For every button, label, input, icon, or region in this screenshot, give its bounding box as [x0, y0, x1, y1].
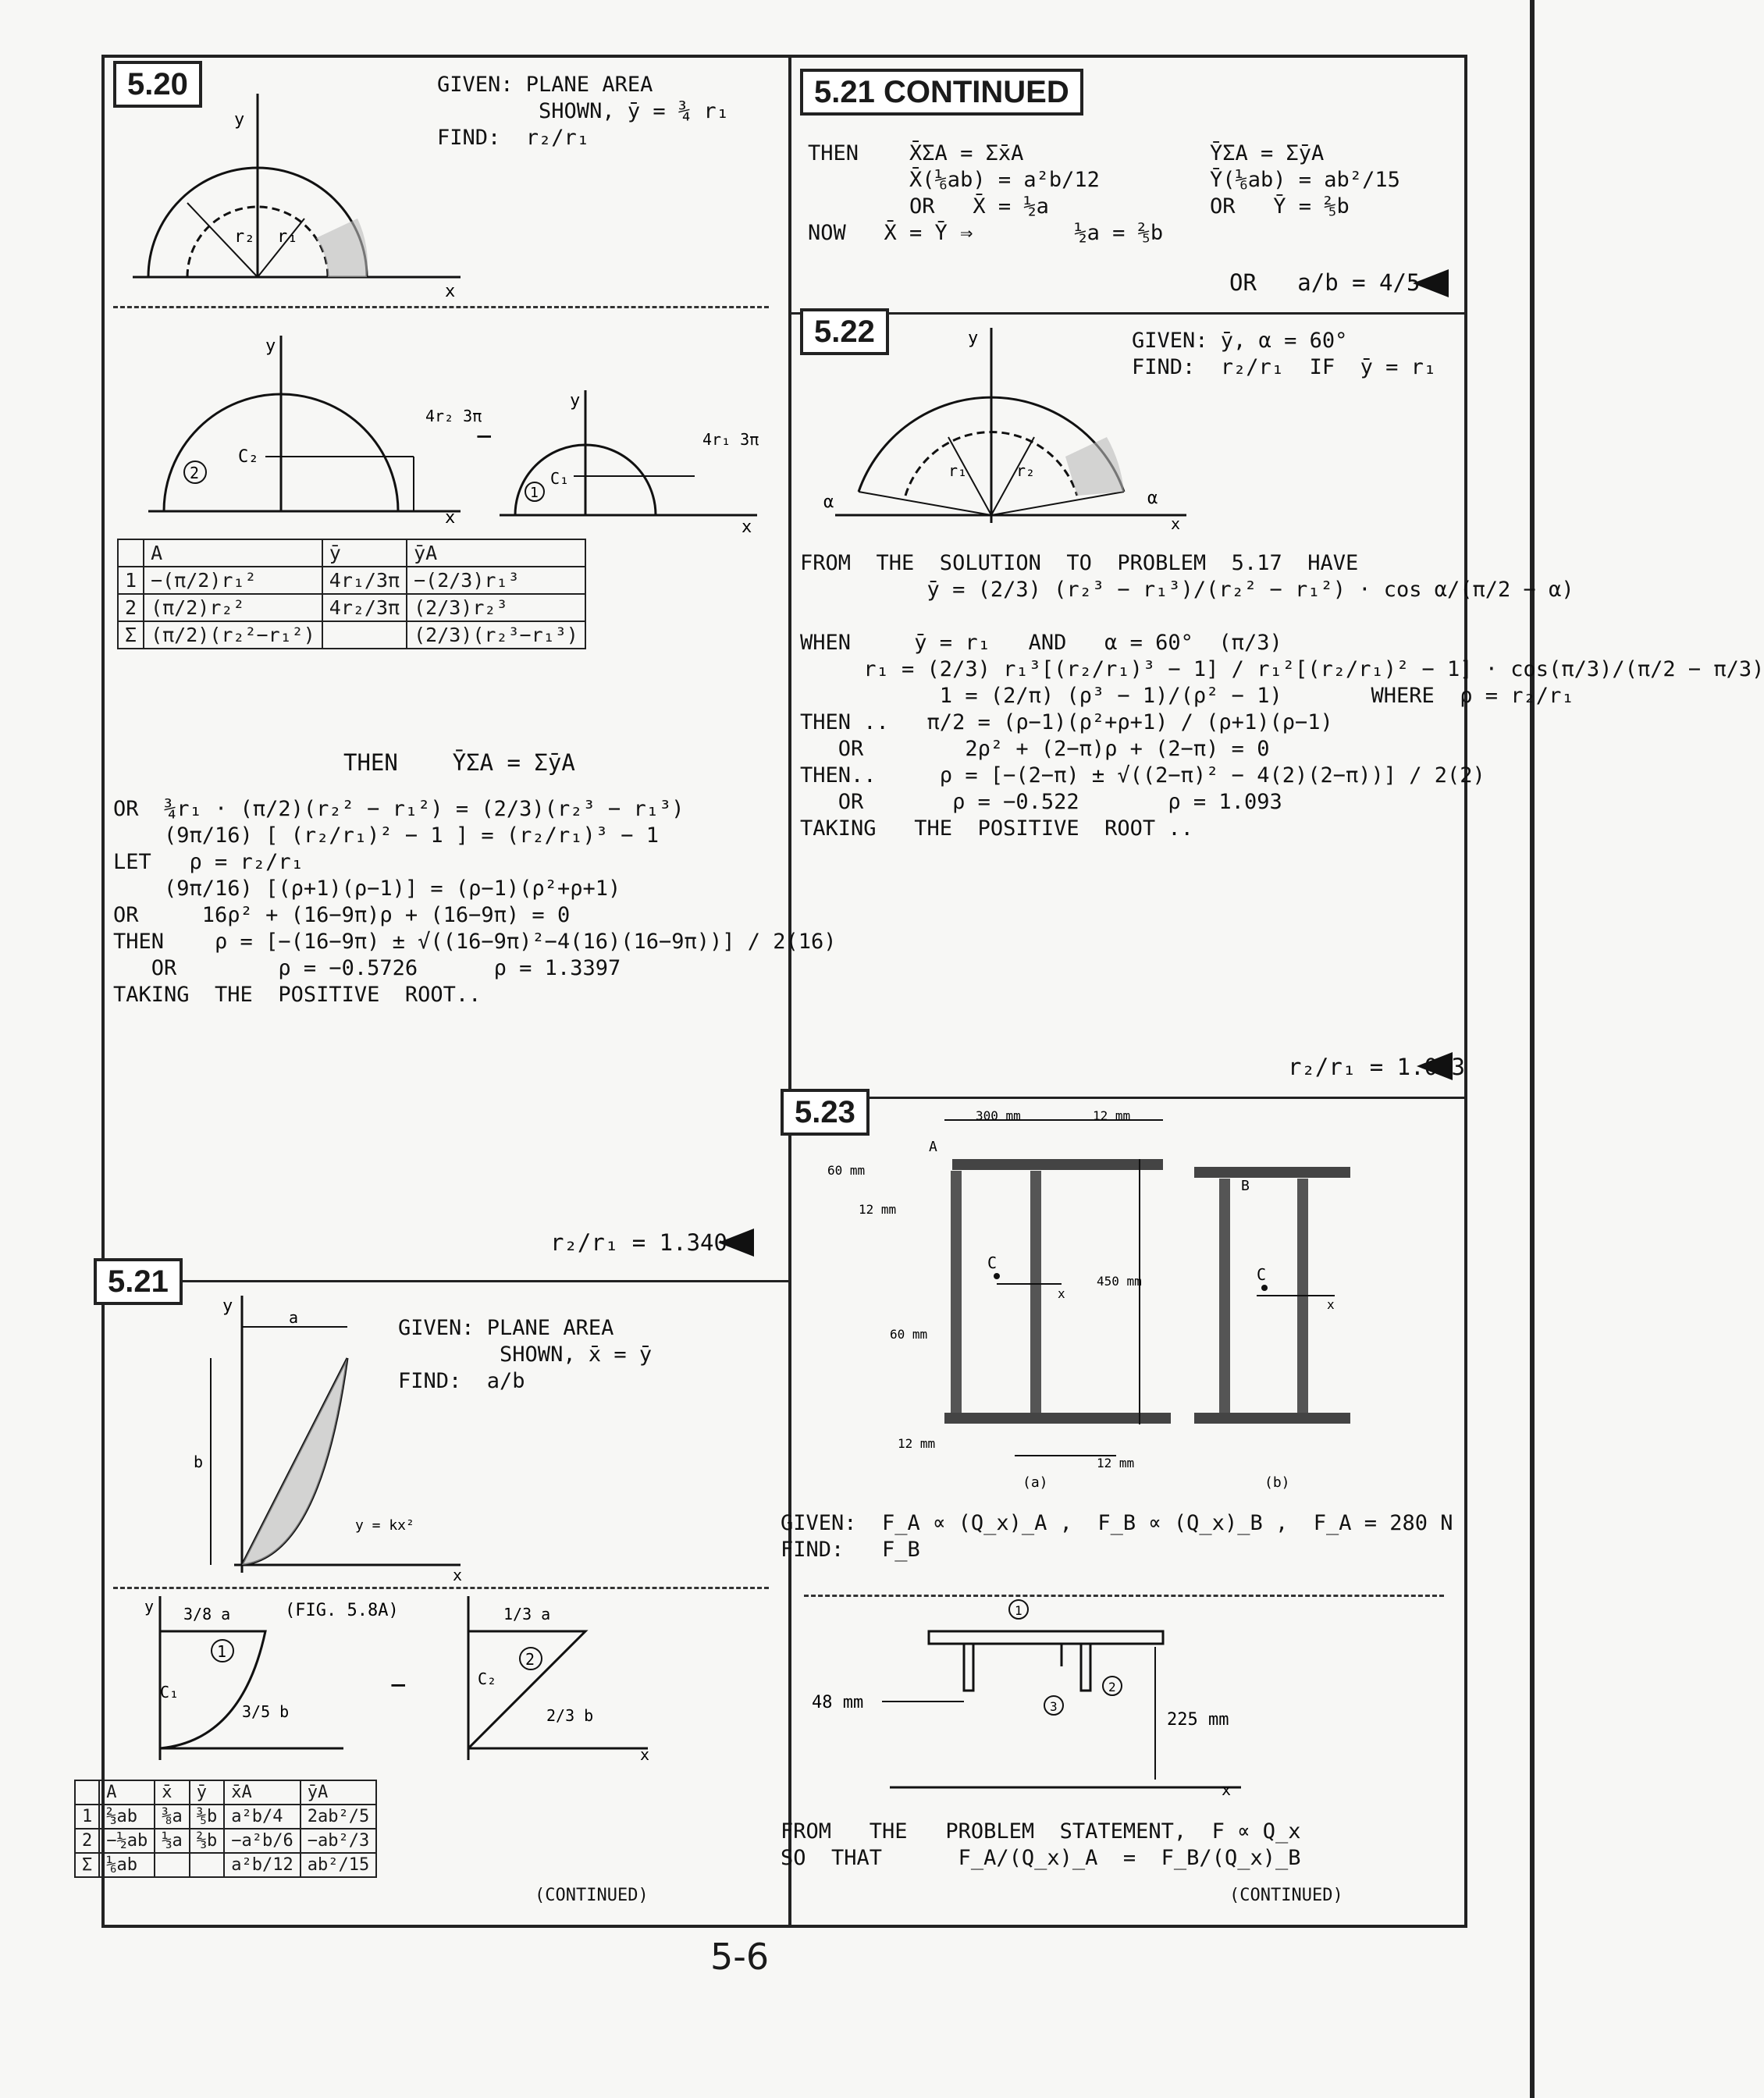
y-axis-label: y [222, 1296, 233, 1316]
caption-b: (b) [1264, 1474, 1290, 1491]
alpha-left-label: α [823, 492, 834, 512]
table-cell: a²b/12 [224, 1853, 300, 1877]
region-2-marker: 2 [525, 1650, 535, 1669]
table-row [75, 1805, 376, 1829]
table-cell [322, 621, 407, 649]
dim-60mm-label: 60 mm [827, 1163, 866, 1178]
region-2-marker: 2 [190, 464, 200, 482]
c2-label: C₂ [478, 1670, 497, 1688]
table-row [118, 594, 585, 621]
part-1-marker: 1 [1015, 1603, 1022, 1618]
x-axis-label: x [445, 282, 456, 301]
c1-label: C₁ [160, 1683, 180, 1702]
b-dimension-label: b [194, 1453, 204, 1471]
answer-5-20: r₂/r₁ = 1.340 [550, 1229, 727, 1256]
r1-label: r₁ [277, 227, 298, 247]
table-cell: 1 [118, 567, 144, 594]
table-header-cell: A [99, 1780, 155, 1805]
figure-5-20-decomposition [148, 328, 788, 539]
r2-label: r₂ [234, 227, 255, 247]
solution-work-5-21-right: ȲΣA = ΣȳA Ȳ(⅙ab) = ab²/15 OR Ȳ = ⅖b [1210, 141, 1400, 219]
table-cell: Σ [118, 621, 144, 649]
y-axis-label: y [144, 1597, 155, 1616]
given-find-5-22: GIVEN: ȳ, α = 60° FIND: r₂/r₁ IF ȳ = r₁ [1132, 329, 1437, 379]
region-1-marker: 1 [217, 1642, 227, 1661]
table-header-cell: x̄A [224, 1780, 300, 1805]
table-header-cell: A [144, 539, 322, 567]
x-axis-label: x [1327, 1297, 1335, 1312]
table-row [118, 621, 585, 649]
problem-tag-5-23: 5.23 [781, 1089, 870, 1136]
punch-hole [0, 211, 27, 265]
table-cell: −½ab [99, 1829, 155, 1853]
x-axis-label: x [1058, 1286, 1065, 1301]
x-axis-label: x [453, 1566, 463, 1584]
table-cell: ⅓a [155, 1829, 190, 1853]
c1-height-label: 3/5 b [242, 1702, 290, 1721]
table-cell: 4r₁/3π [322, 567, 407, 594]
table-cell: 2 [118, 594, 144, 621]
section-rule [788, 312, 1467, 315]
table-cell: ⅜a [155, 1805, 190, 1829]
part-3-marker: 3 [1050, 1699, 1058, 1714]
dim-12mm-label: 12 mm [898, 1436, 936, 1451]
table-row [75, 1829, 376, 1853]
table-cell: −(π/2)r₁² [144, 567, 322, 594]
table-cell [190, 1853, 225, 1877]
problem-tag-5-21-continued: 5.21 CONTINUED [800, 69, 1083, 116]
section-rule [101, 1280, 788, 1282]
table-5-20 [117, 539, 586, 649]
table-cell: ⅔ab [99, 1805, 155, 1829]
c2-label: C₂ [238, 447, 259, 467]
continued-note-5-21: (CONTINUED) [535, 1886, 649, 1905]
x-axis-label: x [640, 1745, 650, 1764]
c2-offset-label: 1/3 a [503, 1605, 551, 1623]
punch-hole [0, 1850, 27, 1904]
table-row [118, 567, 585, 594]
minus-sign: − [476, 421, 493, 452]
problem-tag-5-21: 5.21 [94, 1258, 183, 1305]
figure-5-21-decomposition [125, 1592, 781, 1764]
x-axis-label: x [1222, 1780, 1232, 1799]
answer-arrow-icon [1413, 269, 1449, 297]
table-cell: 2 [75, 1829, 99, 1853]
table-5-21 [74, 1780, 377, 1878]
table-cell: −a²b/6 [224, 1829, 300, 1853]
minus-sign: − [390, 1670, 407, 1701]
given-find-5-20: GIVEN: PLANE AREA SHOWN, ȳ = ¾ r₁ FIND: r₂/r₁ [437, 73, 729, 150]
y-axis-label: y [265, 336, 276, 356]
y-axis-label: y [570, 391, 581, 411]
page-number: 5-6 [710, 1936, 770, 1978]
centroid-c-label: C [987, 1253, 998, 1272]
answer-5-22: r₂/r₁ = 1.093 [1288, 1054, 1465, 1080]
answer-5-21: OR a/b = 4/5 [1229, 269, 1421, 296]
region-1-marker: 1 [530, 485, 539, 501]
figure-5-23-beam-sections [820, 1104, 1444, 1495]
caption-a: (a) [1022, 1474, 1048, 1491]
dim-12mm-label: 12 mm [1093, 1108, 1131, 1123]
table-cell: (2/3)(r₂³−r₁³) [407, 621, 585, 649]
table-cell: ab²/15 [301, 1853, 376, 1877]
table-cell: 2ab²/5 [301, 1805, 376, 1829]
dim-450mm-label: 450 mm [1097, 1274, 1142, 1289]
dim-60mm-label: 60 mm [890, 1327, 928, 1342]
point-b-label: B [1241, 1178, 1250, 1194]
table-cell: −ab²/3 [301, 1829, 376, 1853]
table-cell: ⅙ab [99, 1853, 155, 1877]
r1-label: r₁ [948, 461, 968, 480]
dash-separator [804, 1595, 1444, 1597]
problem-tag-5-22: 5.22 [800, 308, 889, 355]
given-find-5-23: GIVEN: F_A ∝ (Q_x)_A , F_B ∝ (Q_x)_B , F_A = 280 N FIND: F_B [781, 1511, 1453, 1562]
y-axis-label: y [234, 110, 245, 130]
table-cell: ⅗b [190, 1805, 225, 1829]
table-cell: 1 [75, 1805, 99, 1829]
c1-height-label: 4r₁ 3π [702, 430, 759, 449]
page-edge [1530, 0, 1535, 2098]
table-cell: a²b/4 [224, 1805, 300, 1829]
r2-label: r₂ [1016, 461, 1036, 480]
table-cell: Σ [75, 1853, 99, 1877]
table-header-cell: ȳA [407, 539, 585, 567]
part-2-marker: 2 [1108, 1680, 1116, 1694]
c1-offset-label: 3/8 a [183, 1605, 231, 1623]
a-dimension-label: a [289, 1308, 299, 1327]
table-header-row [75, 1780, 376, 1805]
table-header-row [118, 539, 585, 567]
given-find-5-21: GIVEN: PLANE AREA SHOWN, x̄ = ȳ FIND: a/b [398, 1316, 653, 1393]
figure-5-23-section-detail [804, 1600, 1444, 1803]
table-header-cell: ȳ [190, 1780, 225, 1805]
answer-arrow-icon [1417, 1052, 1453, 1080]
table-cell: (π/2)r₂² [144, 594, 322, 621]
section-rule [788, 1097, 1467, 1099]
dash-separator [113, 1587, 769, 1589]
dim-225mm-label: 225 mm [1167, 1710, 1229, 1730]
centroid-c-label: C [1257, 1265, 1267, 1284]
figure-5-21-parabolic-area [187, 1292, 484, 1584]
point-a-label: A [929, 1139, 937, 1155]
table-header-cell [118, 539, 144, 567]
table-cell: (π/2)(r₂²−r₁²) [144, 621, 322, 649]
dim-48mm-label: 48 mm [812, 1693, 864, 1712]
table-cell: ⅔b [190, 1829, 225, 1853]
solution-work-5-23: FROM THE PROBLEM STATEMENT, F ∝ Q_x SO THAT F_A/(Q_x)_A = F_B/(Q_x)_B [781, 1819, 1301, 1870]
x-axis-label: x [742, 517, 752, 537]
continued-note-5-23: (CONTINUED) [1229, 1886, 1343, 1905]
table-row [75, 1853, 376, 1877]
table-cell: −(2/3)r₁³ [407, 567, 585, 594]
table-header-cell [75, 1780, 99, 1805]
y-axis-label: y [968, 329, 979, 348]
problem-tag-5-20: 5.20 [113, 61, 202, 108]
dim-12mm-label: 12 mm [1097, 1456, 1135, 1470]
figure-reference-note: (FIG. 5.8A) [285, 1601, 399, 1620]
table-cell: (2/3)r₂³ [407, 594, 585, 621]
figure-5-22-sector [812, 320, 1296, 531]
answer-arrow-icon [718, 1229, 754, 1257]
c2-height-label: 2/3 b [546, 1706, 594, 1725]
figure-5-20-semiannulus [117, 86, 476, 304]
table-cell: 4r₂/3π [322, 594, 407, 621]
solution-work-5-20: OR ¾r₁ · (π/2)(r₂² − r₁²) = (2/3)(r₂³ − r₁³) (9π/16) [ (r₂/r₁)² − 1 ] = (r₂/r₁)³ − 1 LET ρ = r₂/r₁ (9π/16) [(ρ+1)(ρ−1)] = (ρ−1)(ρ²+ρ+1) OR 16ρ² + (16−9π)ρ + (16−9π) = 0 THEN ρ = [−(16−9π) ± √((16−9π)²−4(16)(16−9π))] / 2(16) OR ρ = −0.5726 ρ = 1.3397 TAKING THE POSITIVE ROOT.. [113, 797, 837, 1007]
solution-work-5-22: FROM THE SOLUTION TO PROBLEM 5.17 HAVE ȳ = (2/3) (r₂³ − r₁³)/(r₂² − r₁²) · cos α/(π/2 − α) WHEN ȳ = r₁ AND α = 60° (π/3) r₁ = (2/3) r₁³[(r₂/r₁)³ − 1] / r₁²[(r₂/r₁)² − 1] · cos(π/3)/(π/2 − π/3) 1 = (2/π) (ρ³ − 1)/(ρ² − 1) WHERE ρ = r₂/r₁ THEN .. π/2 = (ρ−1)(ρ²+ρ+1) / (ρ+1)(ρ−1) OR 2ρ² + (2−π)ρ + (2−π) = 0 THEN.. ρ = [−(2−π) ± √((2−π)² − 4(2)(2−π))] / 2(2) OR ρ = −0.522 ρ = 1.093 TAKING THE POSITIVE ROOT .. [800, 551, 1764, 841]
curve-label: y = kx² [355, 1517, 414, 1534]
dim-300mm-label: 300 mm [976, 1108, 1021, 1123]
equation-line: THEN ȲΣA = ΣȳA [343, 749, 575, 776]
table-cell [155, 1853, 190, 1877]
table-header-cell: ȳA [301, 1780, 376, 1805]
table-header-cell: ȳ [322, 539, 407, 567]
x-axis-label: x [1171, 514, 1181, 533]
c2-height-label: 4r₂ 3π [425, 407, 482, 425]
solution-work-5-21-left: THEN X̄ΣA = Σx̄A X̄(⅙ab) = a²b/12 OR X̄ = ½a NOW X̄ = Ȳ ⇒ ½a = ⅖b [808, 141, 1164, 245]
alpha-right-label: α [1147, 489, 1158, 508]
table-header-cell: x̄ [155, 1780, 190, 1805]
punch-hole [0, 1007, 27, 1061]
c1-label: C₁ [550, 469, 570, 488]
dash-separator [113, 306, 769, 308]
x-axis-label: x [445, 508, 456, 528]
dim-12mm-label: 12 mm [859, 1202, 897, 1217]
